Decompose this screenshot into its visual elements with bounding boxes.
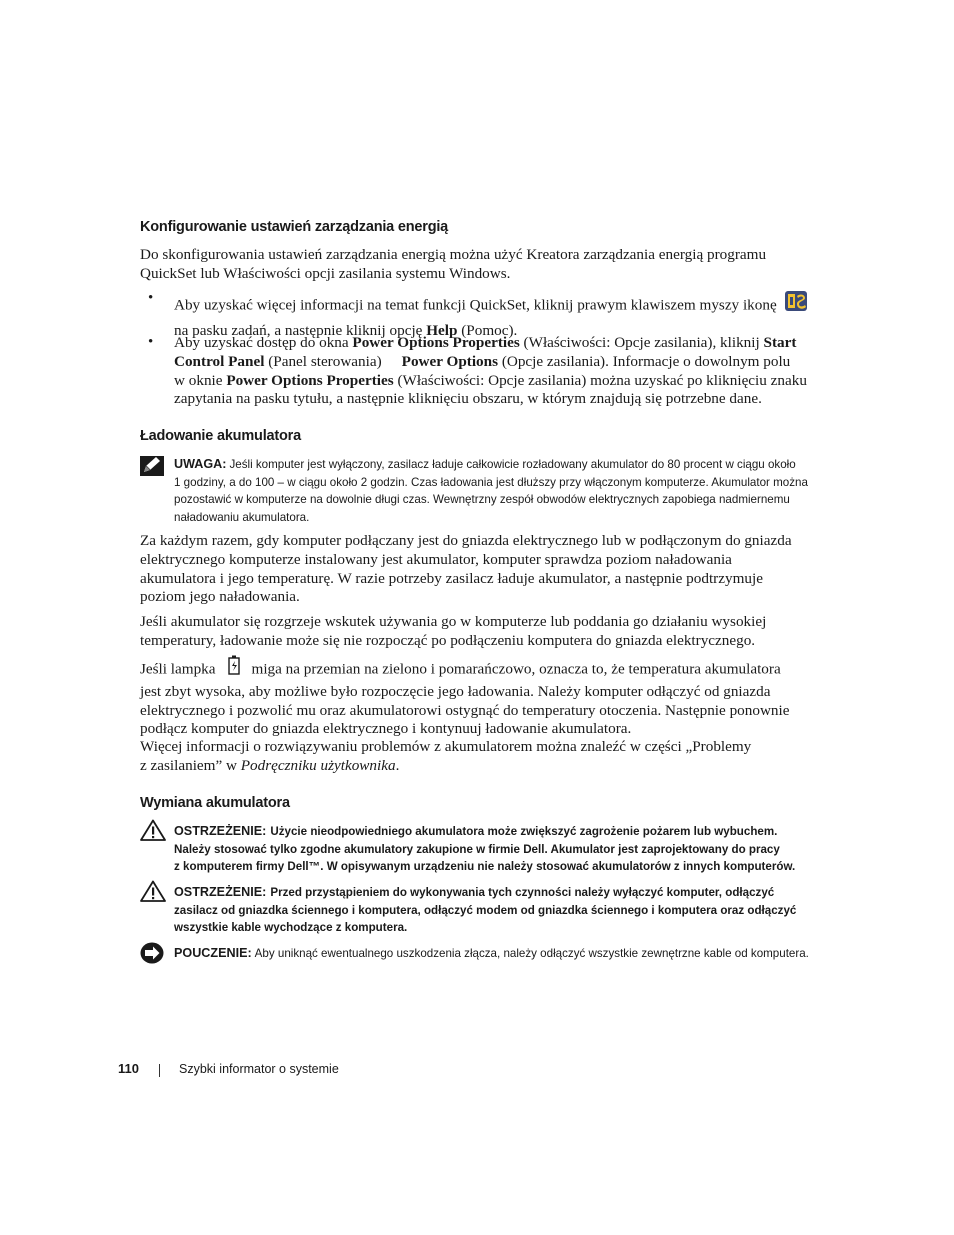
bullet2-text: w oknie <box>174 371 227 389</box>
start-label: Start <box>763 334 797 351</box>
bullet2-text: Aby uzyskać dostęp do okna <box>174 334 353 351</box>
warning-text: wszystkie kable wychodzące z komputera. <box>174 921 408 934</box>
paragraph-line: akumulatora i jego temperaturę. W razie potrzeby zasilacz ładuje akumulator, a następnie podtrzymuje <box>140 569 763 587</box>
control-panel-label: Control Panel <box>174 352 265 370</box>
paragraph-line: Za każdym razem, gdy komputer podłączany jest do gniazda elektrycznego lub w podłączonym do gniazda <box>140 532 792 549</box>
paragraph-line: z zasilaniem” w <box>140 756 241 774</box>
power-options-properties-label: Power Options Properties <box>352 334 520 351</box>
paragraph-line: Jeśli lampka <box>140 660 216 678</box>
paragraph-line: elektrycznego i pozwolić mu oraz akumulatorowi ostygnąć do temperatury otoczenia. Następnie ponownie <box>140 701 790 719</box>
note-text: Jeśli komputer jest wyłączony, zasilacz ładuje całkowicie rozładowany akumulator do 80 procent w ciągu około <box>229 458 796 471</box>
note-text: pozostawić w komputerze na dowolnie długi czas. Wewnętrzny zespół obwodów elektrycznych zapobiega nadmiernemu <box>174 493 790 506</box>
paragraph-line: elektrycznego komputerze instalowany jest akumulator, komputer sprawdza poziom naładowania <box>140 550 732 568</box>
bullet1-line1: Aby uzyskać więcej informacji na temat funkcji QuickSet, kliknij prawym klawiszem myszy ikonę <box>174 296 777 314</box>
warning-text: zasilacz od gniazdka ściennego i komputera, odłączyć modem od gniazdka ściennego i komputera oraz odłączyć <box>174 903 797 917</box>
warning-label: OSTRZEŻENIE: <box>174 885 267 899</box>
notice-arrow-icon <box>140 942 164 969</box>
warning-disconnect <box>174 884 819 937</box>
bullet2-text: (Panel sterowania) <box>264 352 382 370</box>
note-pencil-icon <box>140 456 164 481</box>
note-charging <box>174 456 817 526</box>
paragraph-overheat <box>140 613 810 651</box>
warning-triangle-icon <box>140 880 166 907</box>
notice-label: POUCZENIE: <box>174 946 252 960</box>
section-heading-battery-charging: Ładowanie akumulatora <box>140 428 301 444</box>
paragraph-more-info <box>140 738 810 776</box>
power-options-label: Power Options <box>401 352 499 370</box>
battery-light-icon <box>228 655 240 681</box>
paragraph-line: temperatury, ładowanie może się nie rozpocząć po podłączeniu komputera do gniazda elektrycznego. <box>140 631 756 649</box>
paragraph-line: Więcej informacji o rozwiązywaniu problemów z akumulatorem można znaleźć w części „Problemy <box>140 738 752 755</box>
intro-line-1: Do skonfigurowania ustawień zarządzania energią można użyć Kreatora zarządzania energią programu <box>140 246 767 263</box>
bullet2-text: (Opcje zasilania). Informacje o dowolnym polu <box>498 352 791 370</box>
footer-title: Szybki informator o systemie <box>179 1062 339 1076</box>
note-text: 1 godziny, a do 100 – w ciągu około 2 godzin. Czas ładowania jest dłuższy przy włączonym komputerze. Akumulator można <box>174 475 808 489</box>
footer-divider <box>159 1064 160 1077</box>
warning-text: Należy stosować tylko zgodne akumulatory zakupione w firmie Dell. Akumulator jest zaprojektowany do pracy <box>174 842 780 856</box>
power-options-properties-label: Power Options Properties <box>226 371 394 389</box>
bullet-marker: • <box>148 334 154 350</box>
notice-connector <box>174 945 817 963</box>
warning-text: z komputerem firmy Dell™. W opisywanym urządzeniu nie należy stosować akumulatorów z innych komputerów. <box>174 860 796 873</box>
bullet1-line2-a: na pasku zadań, a następnie kliknij opcję <box>174 321 427 339</box>
bullet-quickset <box>174 290 814 341</box>
bullet-marker: • <box>148 290 154 306</box>
section-heading-battery-replacement: Wymiana akumulatora <box>140 795 290 811</box>
paragraph-line: poziom jego naładowania. <box>140 588 300 606</box>
quickset-icon <box>783 288 809 320</box>
paragraph-line: podłącz komputer do gniazda elektrycznego i kontynuuj ładowanie akumulatora. <box>140 720 632 738</box>
bullet2-text: (Właściwości: Opcje zasilania), kliknij <box>519 334 764 351</box>
note-text: naładowaniu akumulatora. <box>174 510 310 524</box>
bullet1-line2-b: (Pomoc). <box>457 321 518 339</box>
warning-battery-compatibility <box>174 823 819 876</box>
section-heading-power-management: Konfigurowanie ustawień zarządzania energią <box>140 219 449 235</box>
note-label: UWAGA: <box>174 457 227 471</box>
notice-text: Aby uniknąć ewentualnego uszkodzenia złącza, należy odłączyć wszystkie zewnętrzne kable od komputera. <box>254 947 809 960</box>
bullet2-text: (Właściwości: Opcje zasilania) można uzyskać po kliknięciu znaku <box>393 371 807 389</box>
help-option: Help <box>426 321 458 339</box>
bullet2-text: zapytania na pasku tytułu, a następnie kliknięciu obszaru, w którym znajdują się potrzebne dane. <box>174 390 762 408</box>
users-guide-reference: Podręczniku użytkownika <box>240 756 396 774</box>
warning-triangle-icon <box>140 819 166 846</box>
paragraph-line: . <box>395 756 400 774</box>
paragraph-line: jest zbyt wysoka, aby możliwe było rozpoczęcie jego ładowania. Należy komputer odłączyć od gniazda <box>140 682 771 700</box>
warning-label: OSTRZEŻENIE: <box>174 824 267 838</box>
paragraph-battery-light <box>140 657 810 739</box>
warning-text: Użycie nieodpowiedniego akumulatora może zwiększyć zagrożenie pożarem lub wybuchem. <box>270 825 778 838</box>
page-number: 110 <box>118 1061 139 1076</box>
intro-paragraph <box>140 246 810 284</box>
paragraph-line: Jeśli akumulator się rozgrzeje wskutek używania go w komputerze lub poddania go działaniu wysokiej <box>140 613 767 630</box>
intro-line-2: QuickSet lub Właściwości opcji zasilania systemu Windows. <box>140 264 511 282</box>
warning-text: Przed przystąpieniem do wykonywania tych czynności należy wyłączyć komputer, odłączyć <box>270 886 775 899</box>
paragraph-charging-check <box>140 532 810 607</box>
paragraph-line: miga na przemian na zielono i pomarańczowo, oznacza to, że temperatura akumulatora <box>251 660 781 678</box>
bullet-power-options <box>174 334 814 409</box>
